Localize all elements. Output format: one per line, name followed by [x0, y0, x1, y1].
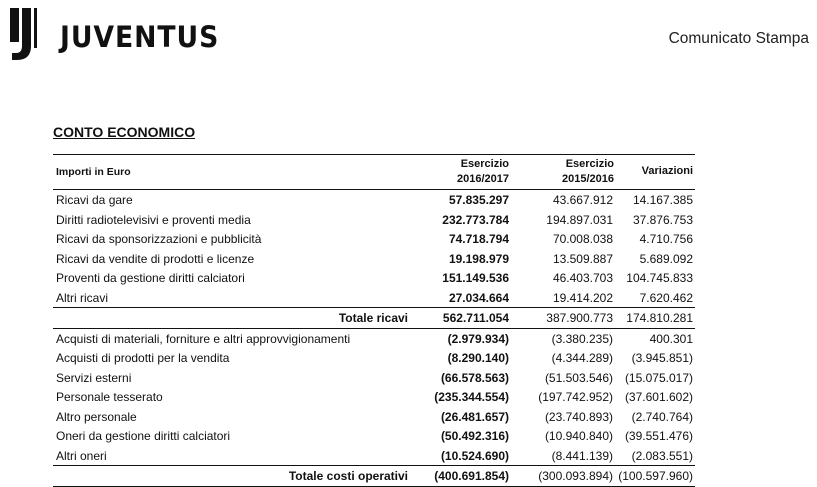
income-statement-table	[53, 154, 695, 487]
table-row: Diritti radiotelevisivi e proventi media 232.773.784 194.897.031 37.876.753	[56, 212, 693, 227]
juventus-j-mark-icon	[8, 6, 48, 62]
press-release-title: Comunicato Stampa	[668, 30, 809, 47]
table-row: Altri ricavi 27.034.664 19.414.202 7.620.462	[56, 290, 693, 305]
table-row: Personale tesserato (235.344.554) (197.742.952) (37.601.602)	[56, 390, 693, 404]
total-revenues-row: Totale ricavi 562.711.054 387.900.773 174.810.281	[53, 307, 695, 329]
table-row: Servizi esterni (66.578.563) (51.503.546) (15.075.017)	[56, 370, 693, 385]
juventus-logo	[8, 6, 220, 62]
table-row: Oneri da gestione diritti calciatori (50.492.316) (10.940.840) (39.551.476)	[56, 429, 693, 443]
brand-wordmark: JUVENTUS	[60, 20, 220, 54]
total-costs-row: Totale costi operativi (400.691.854) (300.093.894) (100.597.960)	[53, 465, 695, 487]
column-header-year2: Esercizio 2015/2016	[562, 158, 614, 185]
column-header-label: Importi in Euro	[56, 166, 131, 178]
table-header	[53, 154, 695, 190]
table-row: Acquisti di prodotti per la vendita (8.290.140) (4.344.289) (3.945.851)	[56, 351, 693, 365]
column-header-variation: Variazioni	[641, 165, 693, 177]
table-row: Ricavi da gare 57.835.297 43.667.912 14.167.385	[56, 193, 693, 207]
column-header-year1: Esercizio 2016/2017	[457, 158, 509, 185]
table-row: Ricavi da sponsorizzazioni e pubblicità 74.718.794 70.008.038 4.710.756	[56, 232, 693, 246]
table-row: Altri oneri (10.524.690) (8.441.139) (2.083.551)	[56, 448, 693, 463]
section-title: CONTO ECONOMICO	[53, 124, 196, 140]
table-row: Proventi da gestione diritti calciatori 151.149.536 46.403.703 104.745.833	[56, 271, 693, 285]
table-row: Altro personale (26.481.657) (23.740.893) (2.740.764)	[56, 409, 693, 424]
table-row: Ricavi da vendite di prodotti e licenze 19.198.979 13.509.887 5.689.092	[56, 251, 693, 266]
table-row: Acquisti di materiali, forniture e altri approvvigionamenti (2.979.934) (3.380.235) 400.301	[56, 331, 693, 346]
